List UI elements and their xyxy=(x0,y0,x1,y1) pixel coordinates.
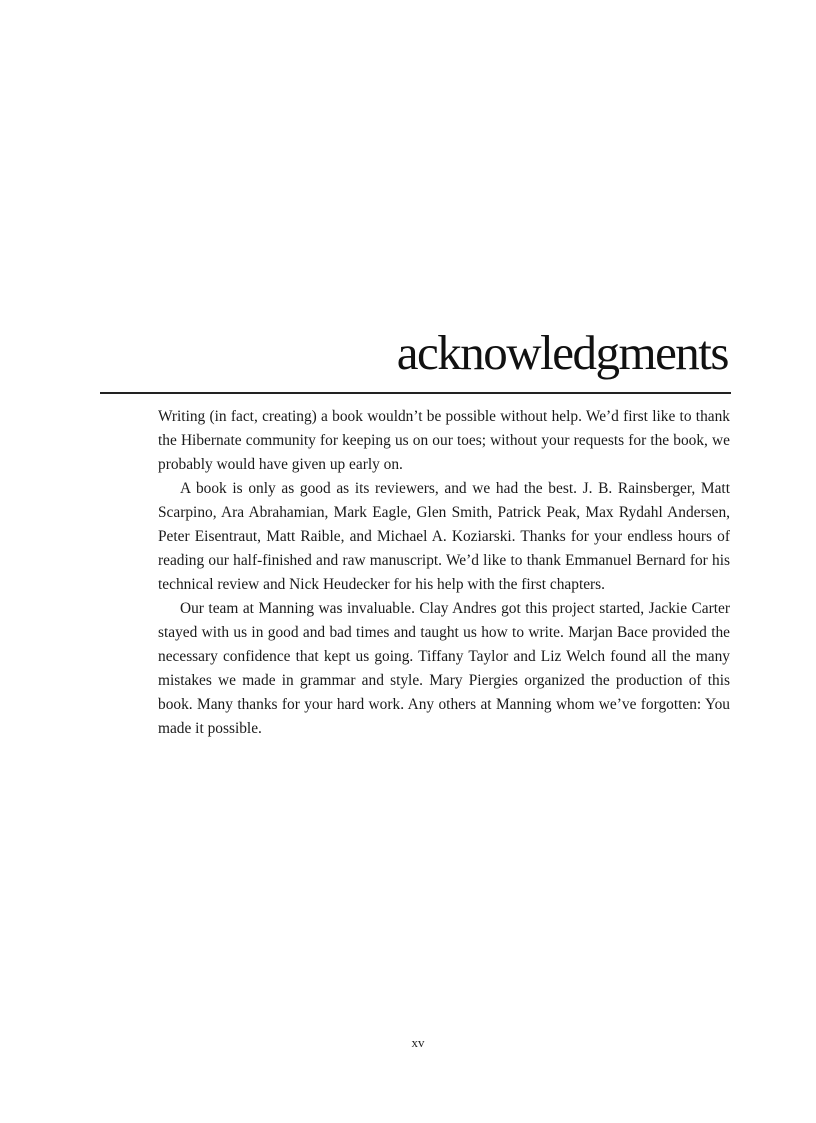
paragraph-reviewers: A book is only as good as its reviewers, and we had the best. J. B. Rainsberger, Matt Scarpino, Ara Abrahamian, Mark Eagle, Glen Smith, Patrick Peak, Max Rydahl Andersen, Peter Eisentraut, Matt Raible, and Michael A. Koziarski. Thanks for your endless hours of reading our half-finished and raw manuscript. We’d like to thank Emmanuel Bernard for his technical review and Nick Heudecker for his help with the first chapters. xyxy=(158,480,730,593)
body-text xyxy=(158,405,730,741)
page-number: xv xyxy=(411,1035,425,1050)
title-divider xyxy=(100,392,731,394)
paragraph-intro: Writing (in fact, creating) a book wouldn’t be possible without help. We’d first like to thank the Hibernate community for keeping us on our toes; without your requests for the book, we probably would have given up early on. xyxy=(158,408,730,473)
paragraph-manning-team: Our team at Manning was invaluable. Clay Andres got this project started, Jackie Carter stayed with us in good and bad times and taught us how to write. Marjan Bace provided the necessary confidence that kept us going. Tiffany Taylor and Liz Welch found all the many mistakes we made in grammar and style. Mary Piergies organized the production of this book. Many thanks for your hard work. Any others at Manning whom we’ve forgotten: You made it possible. xyxy=(158,600,730,737)
page-title: acknowledgments xyxy=(396,325,728,380)
